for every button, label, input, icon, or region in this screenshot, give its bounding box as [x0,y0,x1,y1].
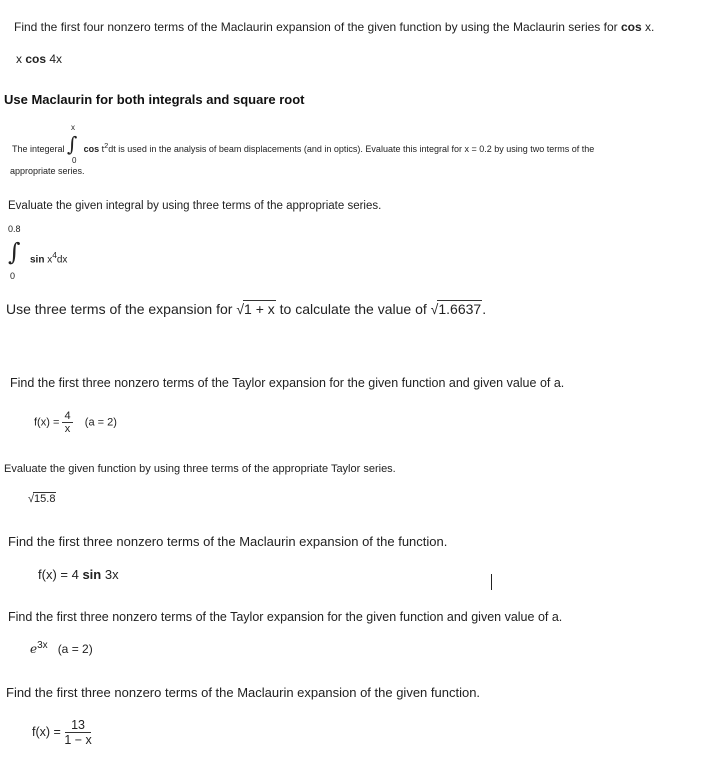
q3-x: x [47,254,53,266]
question-9-text: Find the first three nonzero terms of the Maclaurin expansion of the given function. [6,685,481,700]
q3-dx: dx [56,254,68,266]
q5-lhs: f(x) = [34,416,60,429]
q8-function [30,640,93,656]
q2-pre: The integeral [12,144,65,154]
q2-upper-limit: x [71,123,75,132]
q4-pre: Use three terms of the expansion for [6,301,233,317]
q3-integrand [30,250,67,265]
q3-upper-limit: 0.8 [8,224,21,234]
q7-sin: sin [82,567,102,582]
integral-sign-icon: ∫ [67,132,78,156]
q4-mid: to calculate the value of [279,301,427,317]
q4-radicand-2: 1.6637 [438,301,482,317]
q5-a-value: (a = 2) [84,416,117,429]
question-3-text: Evaluate the given integral by using three terms of the appropriate series. [8,200,382,212]
q1-tail: x. [645,20,655,34]
q2-exp: 2 [104,141,109,150]
q9-denominator: 1 − x [64,733,92,747]
question-4-text: Use three terms of the expansion for √1 + x to calculate the value of √1.6637. [6,301,487,317]
q2-line2: appropriate series. [10,166,85,176]
q1-func-cos: cos [25,52,47,66]
q1-arg: 4x [49,52,63,66]
q9-numerator: 13 [65,718,91,733]
q7-function [38,567,119,582]
q6-radical: √15.8 [28,493,56,505]
q3-sin: sin [30,254,45,266]
q7-lhs: f(x) = 4 [38,567,79,582]
q4-radicand-1: 1 + x [244,301,275,317]
q9-fraction [64,718,91,747]
q8-e: e [30,642,38,656]
q5-fraction [62,410,72,435]
q1-x: x [16,52,22,66]
q8-a-value: (a = 2) [57,642,93,656]
q7-arg: 3x [104,567,119,582]
integral-sign-icon: ∫ [8,238,21,266]
question-8-text: Find the first three nonzero terms of the Taylor expansion for the given function and given value of a. [8,610,563,624]
question-1-text [14,20,654,34]
q6-radicand: 15.8 [34,493,56,505]
q2-post: dt is used in the analysis of beam displacements (and in optics). Evaluate this integral for x = 0.2 by using two terms of the [108,144,595,154]
text-cursor [491,574,492,590]
note-heading: Use Maclaurin for both integrals and square root [4,92,305,107]
q2-lower-limit: 0 [72,156,77,165]
q1-text: Find the first four nonzero terms of the Maclaurin expansion of the given function by using the Maclaurin series for [14,20,618,34]
q1-cos: cos [621,20,642,34]
q5-numerator: 4 [64,410,71,422]
q4-end: . [482,301,487,317]
q8-exp: 3x [37,640,48,651]
question-6-text: Evaluate the given function by using three terms of the appropriate Taylor series. [4,463,396,475]
q2-t: t [101,144,105,154]
q3-lower-limit: 0 [10,271,16,281]
question-1-function [16,52,62,66]
q5-function [34,410,117,435]
q5-denominator: x [64,423,71,435]
q2-cos: cos [83,144,100,154]
q9-lhs: f(x) = [32,724,61,739]
q3-exp: 4 [52,250,57,260]
question-5-text: Find the first three nonzero terms of the Taylor expansion for the given function and given value of a. [10,376,565,390]
question-7-text: Find the first three nonzero terms of the Maclaurin expansion of the function. [8,534,448,549]
q9-function [32,718,92,747]
question-2-text [12,141,594,154]
